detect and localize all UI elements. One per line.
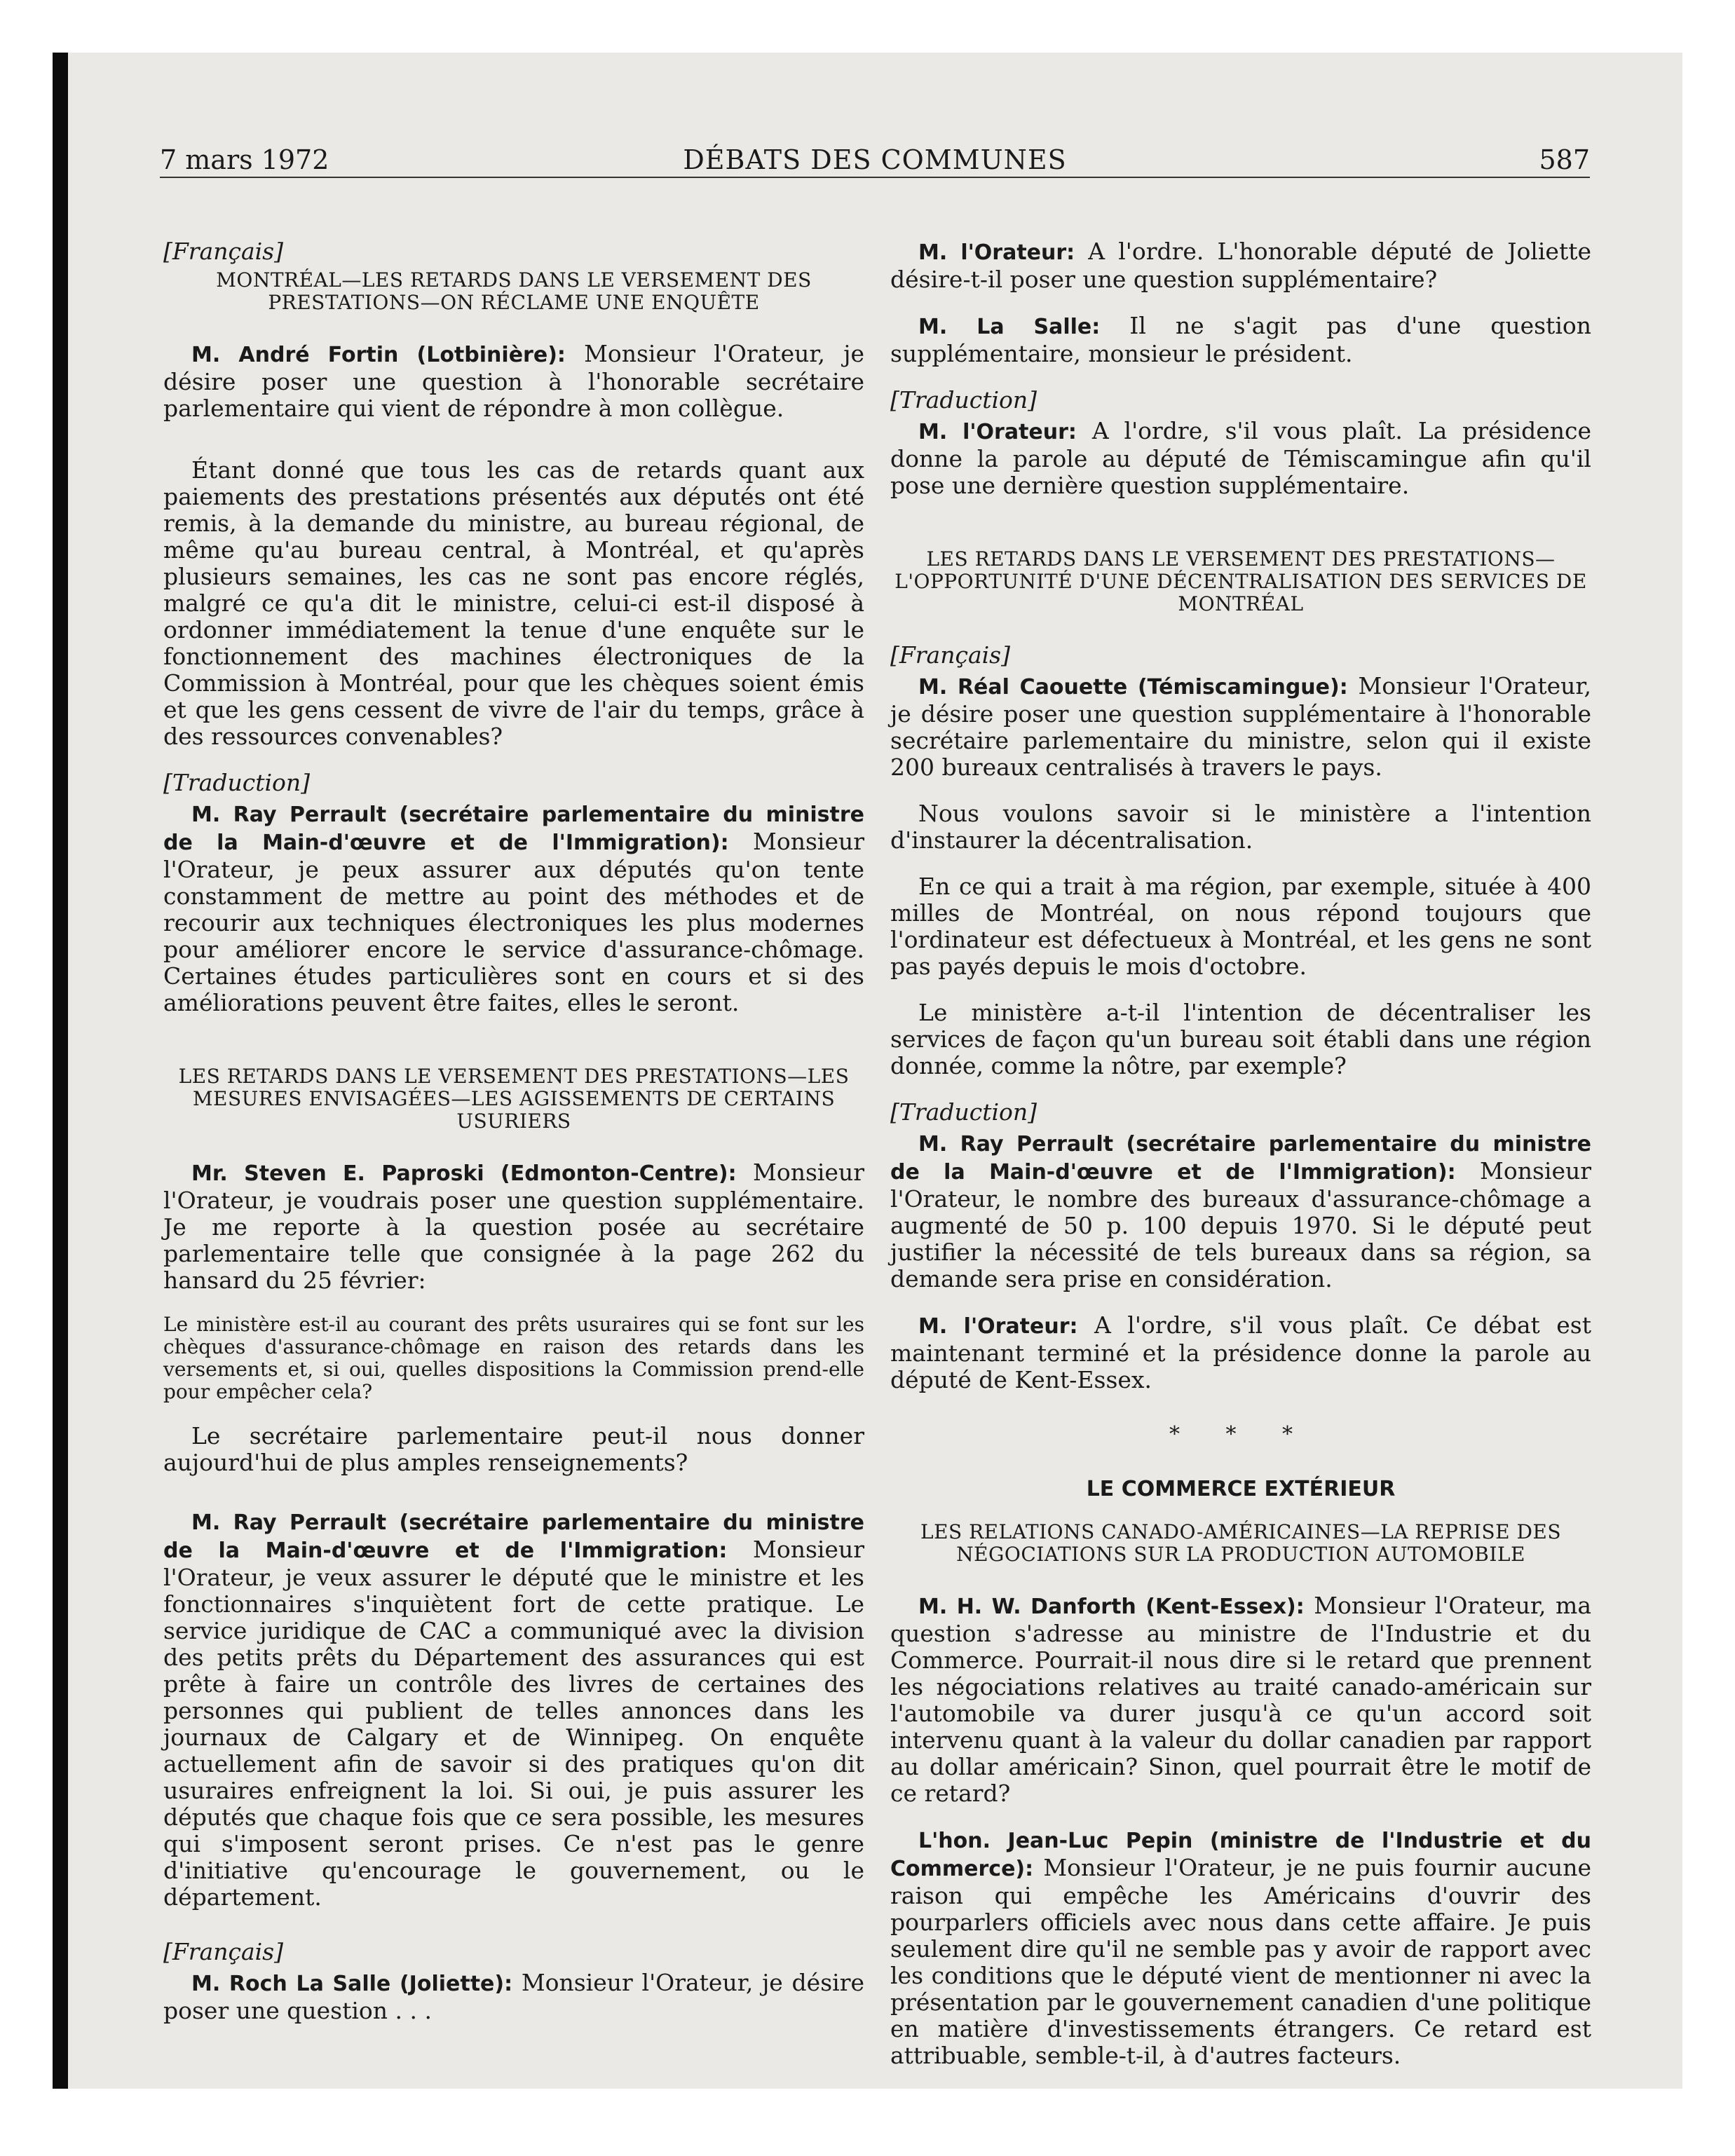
quoted-passage: Le ministère est-il au courant des prêts usuraires qui se font sur les chèques d'assurance-chômage en raison des retards dans les versements et, si oui, quelles dispositions la Commission prend-elle pour empêcher cela? [163, 1313, 864, 1403]
speech-paragraph [163, 800, 864, 1016]
speech-text: A l'ordre, s'il vous plaît. La présidence donne la parole au député de Témiscamingue afin qu'il pose une dernière question supplémentaire. [890, 417, 1591, 499]
speaker-name: M. Roch La Salle (Joliette): [191, 1972, 513, 1996]
left-column [163, 238, 864, 2044]
speech-text: Monsieur l'Orateur, je voudrais poser une question supplémentaire. Je me reporte à la question posée au secrétaire parlementaire telle que consignée à la page 262 du hansard du 25 février: [163, 1159, 864, 1294]
speaker-name: M. Ray Perrault (secrétaire parlementaire du ministre de la Main-d'œuvre et de l'Immigration): [890, 1132, 1591, 1185]
speech-text: A l'ordre. L'honorable député de Joliette désire-t-il poser une question supplémentaire? [890, 238, 1591, 293]
section-title: LE COMMERCE EXTÉRIEUR [1086, 1477, 1396, 1501]
speech-text: Il ne s'agit pas d'une question supplémentaire, monsieur le président. [890, 312, 1591, 367]
speaker-name: L'hon. Jean-Luc Pepin (ministre de l'Industrie et du Commerce): [890, 1829, 1591, 1881]
speech-text: Monsieur l'Orateur, ma question s'adresse au ministre de l'Industrie et du Commerce. Pourrait-il nous dire si le retard que prennent les négociations relatives au traité canado-américain sur l'automobile va durer jusqu'à ce qu'un accord soit intervenu quant à la valeur du dollar canadien par rapport au dollar américain? Sinon, quel pourrait être le motif de ce retard? [890, 1592, 1591, 1807]
section-heading: LES RETARDS DANS LE VERSEMENT DES PRESTATIONS—LES MESURES ENVISAGÉES—LES AGISSEMENTS DE CERTAINS USURIERS [178, 1065, 850, 1133]
speaker-name: M. Ray Perrault (secrétaire parlementaire du ministre de la Main-d'œuvre et de l'Immigration): [163, 803, 864, 855]
speech-paragraph [163, 1159, 864, 1294]
speaker-name: M. l'Orateur: [918, 1314, 1078, 1339]
speech-paragraph [890, 418, 1591, 499]
speaker-name: M. André Fortin (Lotbinière): [191, 343, 566, 367]
speech-text: Monsieur l'Orateur, je désire poser une question à l'honorable secrétaire parlementaire qui vient de répondre à mon collègue. [163, 340, 864, 422]
language-tag: [Traduction] [890, 1098, 1037, 1126]
speech-paragraph [890, 1827, 1591, 2069]
speech-paragraph [890, 238, 1591, 293]
speech-paragraph: Nous voulons savoir si le ministère a l'intention d'instaurer la décentralisation. [890, 800, 1591, 854]
speaker-name: M. Ray Perrault (secrétaire parlementaire du ministre de la Main-d'œuvre et de l'Immigration: [163, 1510, 864, 1563]
speech-paragraph: En ce qui a trait à ma région, par exemple, située à 400 milles de Montréal, on nous répond toujours que l'ordinateur est défectueux à Montréal, et les gens ne sont pas payés depuis le mois d'octobre. [890, 873, 1591, 980]
page-header [160, 140, 1590, 178]
language-tag: [Français] [890, 641, 1010, 669]
speaker-name: Mr. Steven E. Paproski (Edmonton-Centre): [191, 1161, 737, 1186]
language-tag: [Traduction] [163, 769, 311, 796]
section-heading: MONTRÉAL—LES RETARDS DANS LE VERSEMENT DES PRESTATIONS—ON RÉCLAME UNE ENQUÊTE [216, 268, 812, 314]
speech-paragraph: Le secrétaire parlementaire peut-il nous donner aujourd'hui de plus amples renseignements? [163, 1422, 864, 1476]
speech-text: Monsieur l'Orateur, je ne puis fournir aucune raison qui empêche les Américains d'ouvrir des pourparlers officiels avec nous dans cette affaire. Je puis seulement dire qu'il ne semble pas y avoir de rapport avec les conditions que le député vient de mentionner ni avec la présentation par le gouvernement canadien d'une politique en matière d'investissements étrangers. Ce retard est attribuable, semble-t-il, à d'autres facteurs. [890, 1854, 1591, 2069]
speech-text: A l'ordre, s'il vous plaît. Ce débat est maintenant terminé et la présidence donne la parole au député de Kent-Essex. [890, 1311, 1591, 1393]
binding-edge [53, 53, 68, 2089]
language-tag: [Traduction] [890, 386, 1037, 414]
header-title: DÉBATS DES COMMUNES [683, 144, 1067, 175]
language-tag: [Français] [163, 238, 283, 265]
speech-paragraph [163, 1508, 864, 1911]
speech-paragraph [163, 1970, 864, 2024]
speaker-name: M. Réal Caouette (Témiscamingue): [918, 675, 1348, 700]
speaker-name: M. l'Orateur: [918, 420, 1077, 444]
speech-paragraph [890, 1592, 1591, 1807]
speech-paragraph [890, 673, 1591, 781]
speech-paragraph [890, 1130, 1591, 1292]
header-page-number: 587 [1539, 144, 1590, 175]
speech-paragraph [890, 313, 1591, 367]
speech-text: Monsieur l'Orateur, je veux assurer le député que le ministre et les fonctionnaires s'inquiètent fort de cette pratique. Le service juridique de CAC a communiqué avec la division des petits prêts du Département des assurances qui est prête à faire un contrôle des livres de certaines des personnes qui publient de telles annonces dans les journaux de Calgary et de Winnipeg. On enquête actuellement afin de savoir si des pratiques qu'on dit usuraires enfreignent la loi. Si oui, je puis assurer les députés que chaque fois que ce sera possible, les mesures qui s'imposent seront prises. Ce n'est pas le genre d'initiative qu'encourage le gouvernement, ou le département. [163, 1536, 864, 1911]
section-separator: * * * [1169, 1422, 1313, 1447]
speech-paragraph: Le ministère a-t-il l'intention de décentraliser les services de façon qu'un bureau soit établi dans une région donnée, comme la nôtre, par exemple? [890, 999, 1591, 1079]
language-tag: [Français] [163, 1938, 283, 1965]
speech-text: Monsieur l'Orateur, je désire poser une question supplémentaire à l'honorable secrétaire parlementaire du ministre, selon qui il existe 200 bureaux centralisés à travers le pays. [890, 672, 1591, 781]
speech-paragraph: Étant donné que tous les cas de retards quant aux paiements des prestations présentés aux députés ont été remis, à la demande du ministre, au bureau régional, de même qu'au bureau central, à Montréal, et qu'après plusieurs semaines, les cas ne sont pas encore réglés, malgré ce qu'a dit le ministre, celui-ci est-il disposé à ordonner immédiatement la tenue d'une enquête sur le fonctionnement des machines électroniques de la Commission à Montréal, pour que les chèques soient émis et que les gens cessent de vivre de l'air du temps, grâce à des ressources convenables? [163, 456, 864, 750]
speaker-name: M. l'Orateur: [918, 240, 1075, 265]
speech-text: Monsieur l'Orateur, je peux assurer aux députés qu'on tente constamment de mettre au point des méthodes et de recourir aux techniques électroniques les plus modernes pour améliorer encore le service d'assurance-chômage. Certaines études particulières sont en cours et si des améliorations peuvent être faites, elles le seront. [163, 828, 865, 1016]
speech-paragraph [890, 1312, 1591, 1393]
section-heading: LES RELATIONS CANADO-AMÉRICAINES—LA REPRISE DES NÉGOCIATIONS SUR LA PRODUCTION AUTOMOBILE [920, 1520, 1562, 1566]
right-column [890, 238, 1591, 2089]
speech-paragraph [163, 341, 864, 422]
speech-text: Monsieur l'Orateur, je désire poser une question . . . [163, 1969, 865, 2024]
section-heading: LES RETARDS DANS LE VERSEMENT DES PRESTATIONS—L'OPPORTUNITÉ D'UNE DÉCENTRALISATION DES SERVICES DE MONTRÉAL [894, 547, 1587, 615]
header-date: 7 mars 1972 [160, 144, 329, 175]
speaker-name: M. H. W. Danforth (Kent-Essex): [918, 1595, 1305, 1619]
speech-text: Monsieur l'Orateur, le nombre des bureaux d'assurance-chômage a augmenté de 50 p. 100 depuis 1970. Si le député peut justifier la nécessité de tels bureaux dans sa région, sa demande sera prise en considération. [890, 1157, 1592, 1292]
speaker-name: M. La Salle: [918, 315, 1101, 339]
